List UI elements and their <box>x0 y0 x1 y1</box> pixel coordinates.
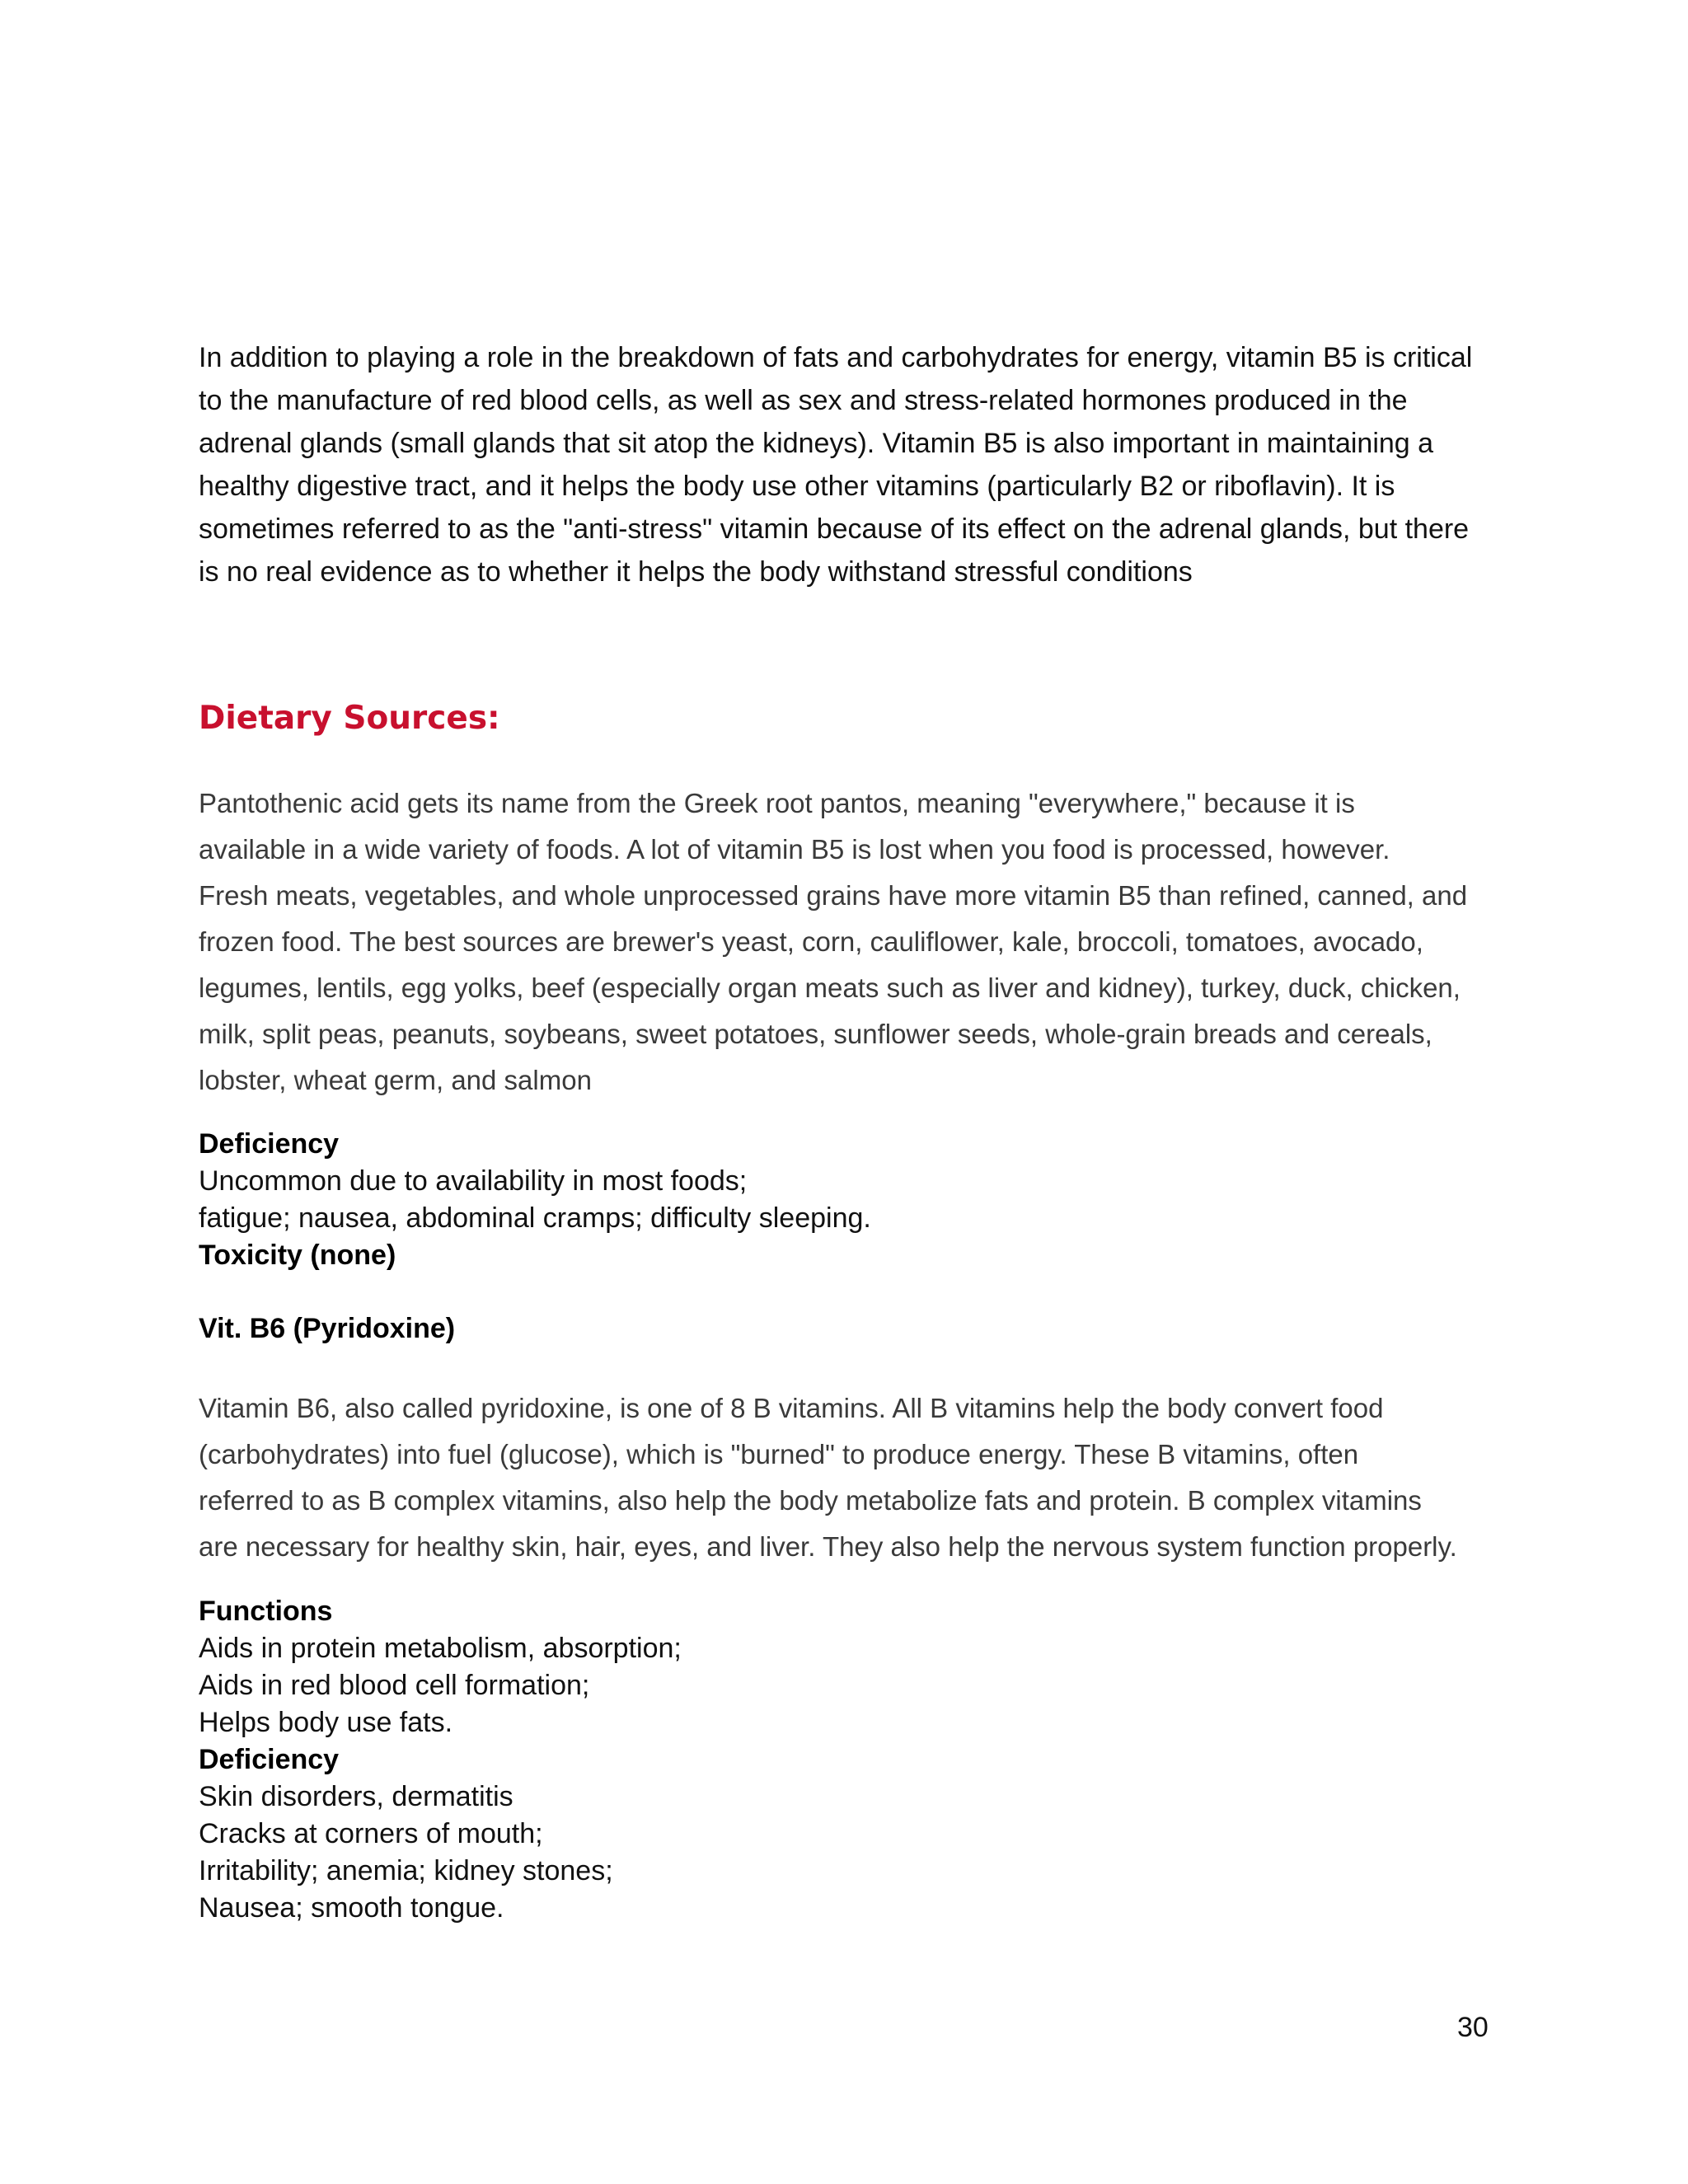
dietary-line: Fresh meats, vegetables, and whole unprocessed grains have more vitamin B5 than refined, canned, and <box>199 880 1468 911</box>
intro-line: In addition to playing a role in the breakdown of fats and carbohydrates for energy, vitamin B5 is critical <box>199 342 1473 373</box>
b6-functions-label: Functions <box>199 1596 333 1627</box>
b5-deficiency-item: fatigue; nausea, abdominal cramps; difficulty sleeping. <box>199 1202 871 1234</box>
b5-deficiency-item: Uncommon due to availability in most foods; <box>199 1165 748 1197</box>
dietary-sources-paragraph <box>199 780 1517 1104</box>
dietary-line: milk, split peas, peanuts, soybeans, sweet potatoes, sunflower seeds, whole-grain breads and cereals, <box>199 1019 1432 1049</box>
dietary-line: Pantothenic acid gets its name from the Greek root pantos, meaning "everywhere," because it is <box>199 788 1355 818</box>
b6-deficiency-label: Deficiency <box>199 1744 340 1775</box>
b6-deficiency-item: Irritability; anemia; kidney stones; <box>199 1855 613 1886</box>
dietary-line: lobster, wheat germ, and salmon <box>199 1065 592 1095</box>
b6-deficiency-item: Cracks at corners of mouth; <box>199 1818 543 1849</box>
b6-function-item: Helps body use fats. <box>199 1707 453 1738</box>
b6-line: are necessary for healthy skin, hair, eyes, and liver. They also help the nervous system function properly. <box>199 1531 1457 1562</box>
intro-line: adrenal glands (small glands that sit atop the kidneys). Vitamin B5 is also important in maintaining a <box>199 428 1434 459</box>
b6-functions-deficiency-section <box>199 1593 1517 1927</box>
b6-function-item: Aids in protein metabolism, absorption; <box>199 1633 682 1664</box>
b5-deficiency-label: Deficiency <box>199 1128 340 1160</box>
b6-function-item: Aids in red blood cell formation; <box>199 1670 590 1701</box>
b6-deficiency-item: Nausea; smooth tongue. <box>199 1892 504 1924</box>
dietary-line: frozen food. The best sources are brewer's yeast, corn, cauliflower, kale, broccoli, tomatoes, avocado, <box>199 926 1423 957</box>
intro-line: is no real evidence as to whether it helps the body withstand stressful conditions <box>199 556 1193 588</box>
b5-deficiency-section <box>199 1126 1517 1274</box>
intro-line: to the manufacture of red blood cells, as well as sex and stress-related hormones produced in the <box>199 385 1408 416</box>
intro-paragraph <box>199 336 1517 593</box>
intro-line: healthy digestive tract, and it helps the body use other vitamins (particularly B2 or riboflavin). It is <box>199 471 1395 502</box>
intro-line: sometimes referred to as the "anti-stress" vitamin because of its effect on the adrenal glands, but there <box>199 513 1470 545</box>
b5-toxicity-label: Toxicity (none) <box>199 1240 396 1271</box>
dietary-line: legumes, lentils, egg yolks, beef (especially organ meats such as liver and kidney), turkey, duck, chicken, <box>199 972 1461 1003</box>
dietary-sources-heading: Dietary Sources: <box>199 700 500 737</box>
page-number: 30 <box>1457 2012 1489 2043</box>
b6-line: Vitamin B6, also called pyridoxine, is one of 8 B vitamins. All B vitamins help the body convert food <box>199 1393 1384 1423</box>
b6-deficiency-item: Skin disorders, dermatitis <box>199 1781 513 1812</box>
b6-title: Vit. B6 (Pyridoxine) <box>199 1313 456 1344</box>
b6-line: referred to as B complex vitamins, also help the body metabolize fats and protein. B complex vitamins <box>199 1485 1422 1516</box>
dietary-line: available in a wide variety of foods. A lot of vitamin B5 is lost when you food is processed, however. <box>199 834 1390 865</box>
b6-paragraph <box>199 1385 1517 1570</box>
b6-line: (carbohydrates) into fuel (glucose), which is "burned" to produce energy. These B vitamins, often <box>199 1439 1359 1469</box>
